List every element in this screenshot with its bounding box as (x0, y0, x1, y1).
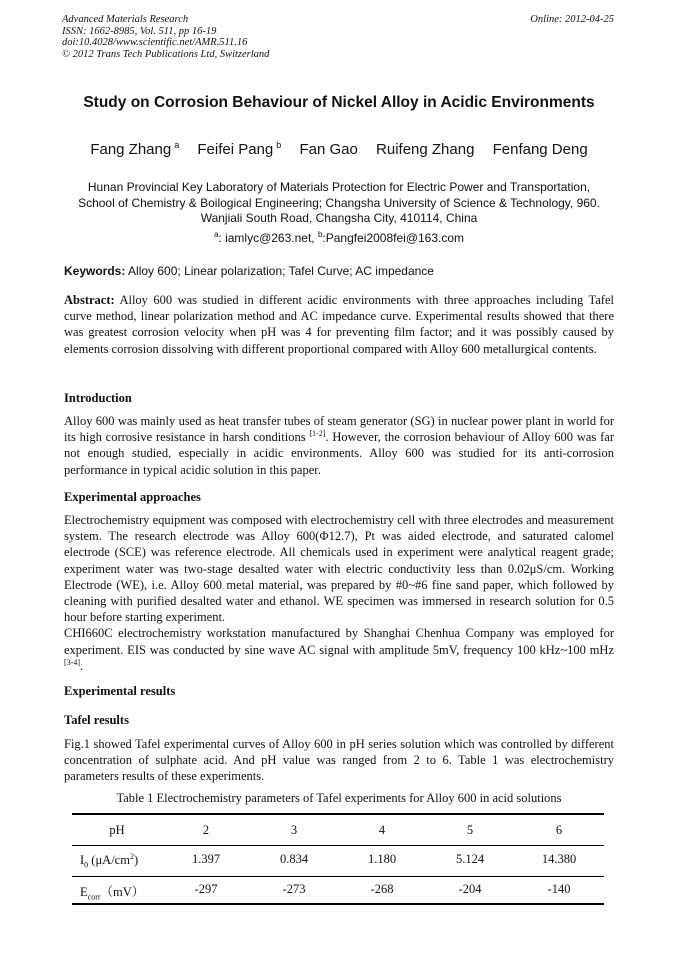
table-row-rule (72, 876, 604, 877)
section-heading-introduction: Introduction (64, 391, 132, 405)
table-header-cell: 3 (290, 823, 298, 837)
table-cell: -140 (547, 882, 571, 896)
abstract-label: Abstract: (64, 293, 115, 307)
citation: [3-4] (64, 657, 80, 667)
table-header-cell: 5 (466, 823, 474, 837)
citation: [1-2] (309, 429, 326, 439)
table-cell: 14.380 (541, 852, 577, 866)
journal-name: Advanced Materials Research (62, 14, 189, 25)
table-cell: -273 (282, 882, 306, 896)
table-cell: 5.124 (455, 852, 485, 866)
table-cell: 0.834 (279, 852, 309, 866)
label-part: E (80, 885, 88, 899)
section-heading-experimental-results: Experimental results (64, 684, 176, 698)
online-date: Online: 2012-04-25 (530, 14, 614, 25)
email-a[interactable]: : iamlyc@263.net, (218, 231, 318, 245)
author (299, 141, 357, 158)
keywords-label: Keywords: (64, 264, 126, 278)
author (197, 141, 281, 158)
table-top-rule (72, 813, 604, 815)
author (493, 141, 588, 158)
author-name: Ruifeng Zhang (376, 141, 475, 158)
section-heading-experimental-approaches: Experimental approaches (64, 490, 201, 504)
table-cell: -204 (458, 882, 482, 896)
author-name: Fang Zhang (90, 141, 172, 158)
table-row-label (80, 852, 138, 870)
table-header-row (72, 823, 604, 845)
subsection-heading-tafel: Tafel results (64, 713, 129, 727)
author-name: Feifei Pang (197, 141, 274, 158)
table-cell: -297 (194, 882, 218, 896)
table-header-cell: 6 (555, 823, 563, 837)
affiliation (50, 180, 628, 227)
affiliation-line: School of Chemistry & Boilogical Engineering; Changsha University of Science & Technology, 960. (78, 195, 600, 210)
issn-line: ISSN: 1662-8985, Vol. 511, pp 16-19 (62, 25, 217, 37)
table-row (72, 852, 604, 874)
table-row (72, 882, 604, 904)
label-part: I (80, 853, 85, 868)
table-cell: 1.397 (191, 852, 221, 866)
email-b[interactable]: :Pangfei2008fei@163.com (322, 231, 465, 245)
paragraph-text: CHI660C electrochemistry workstation manufactured by Shanghai Chenhua Company was employed for experiment. EIS was conducted by sine wave AC signal with amplitude 5mV, frequency 100 kHz~100 mHz (64, 626, 614, 657)
abstract (64, 292, 614, 357)
copyright-line: © 2012 Trans Tech Publications Ltd, Switzerland (62, 48, 270, 60)
affiliation-line: Wanjiali South Road, Changsha City, 410114, China (200, 211, 478, 225)
label-part: (μA/cm (88, 853, 130, 868)
label-part: （mV） (100, 885, 145, 899)
paragraph (64, 625, 614, 674)
intro-text-part: Alloy 600 was mainly used as heat transfer tubes of steam generator (SG) in nuclear power plant in world for its high corrosive resistance in harsh conditions (64, 414, 614, 445)
introduction-text (64, 413, 614, 478)
table-caption: Table 1 Electrochemistry parameters of Tafel experiments for Alloy 600 in acid solutions (116, 791, 562, 805)
running-header (62, 14, 269, 60)
paragraph: Electrochemistry equipment was composed with electrochemistry cell with three electrodes and measurement system. The research electrode was Alloy 600(Φ12.7), Pt was aided electrode, and saturated calomel electrode (SCE) was reference electrode. All chemicals used in experiment were analytical reagent grade; experiment water was two-stage desalted water with electric conductivity less than 0.02μS/cm. Working Electrode (WE), i.e. Alloy 600 metal material, was prepared by #0~#6 fine sand paper, which followed by cleaning with purified desalted water and ethanol. WE specimen was immersed in research solution for 0.5 hour before starting experiment. (64, 513, 614, 625)
abstract-text: Alloy 600 was studied in different acidic environments with three approaches including Tafel curve method, linear polarization method and AC impedance curve. Experimental results showed that there was greatest corrosion velocity when pH was 4 for preventing film factor; and it was possibly caused by elements corrosion dissolving with different proportional compared with Alloy 600 metallurgical contents. (64, 293, 614, 356)
author-name: Fenfang Deng (492, 141, 588, 158)
table-row-label (80, 882, 144, 902)
paragraph-text: . (80, 658, 84, 673)
email-sup: a (213, 230, 219, 239)
table-cell: 1.180 (367, 852, 397, 866)
affiliation-line: Hunan Provincial Key Laboratory of Materials Protection for Electric Power and Transportation, (87, 180, 591, 194)
keywords-text: Alloy 600; Linear polarization; Tafel Curve; AC impedance (125, 264, 434, 278)
label-sub: 0 (84, 860, 89, 870)
keywords (64, 264, 434, 278)
paper-title: Study on Corrosion Behaviour of Nickel Alloy in Acidic Environments (83, 94, 595, 111)
experimental-approaches-text (64, 512, 614, 674)
label-part: ) (133, 853, 139, 868)
intro-text-part: . However, the corrosion behaviour of Alloy 600 was far not enough studied, especially in acidic environments. Alloy 600 was studied for its anti-corrosion performance in typical acidic solution in this paper. (64, 430, 614, 477)
tafel-text: Fig.1 showed Tafel experimental curves of Alloy 600 in pH series solution which was controlled by different concentration of sulphate acid. And pH value was ranged from 2 to 6. Table 1 was electrochemistry parameters results of these experiments. (64, 737, 614, 784)
author-name: Fan Gao (299, 141, 358, 158)
table-header-rule (72, 845, 604, 846)
author (90, 141, 179, 158)
label-sub: corr (87, 892, 101, 902)
label-sup: 2 (129, 852, 134, 861)
table-header-cell: 2 (202, 823, 210, 837)
author-sup: a (174, 140, 180, 150)
email-sup: b (317, 230, 323, 239)
author (376, 141, 474, 158)
author-list (0, 140, 678, 158)
table-header-cell: pH (109, 823, 125, 837)
author-sup: b (276, 140, 282, 150)
table-cell: -268 (370, 882, 394, 896)
author-emails (0, 230, 678, 245)
table-header-cell: 4 (378, 823, 386, 837)
table-bottom-rule (72, 903, 604, 905)
doi-line: doi:10.4028/www.scientific.net/AMR.511.16 (62, 37, 248, 48)
